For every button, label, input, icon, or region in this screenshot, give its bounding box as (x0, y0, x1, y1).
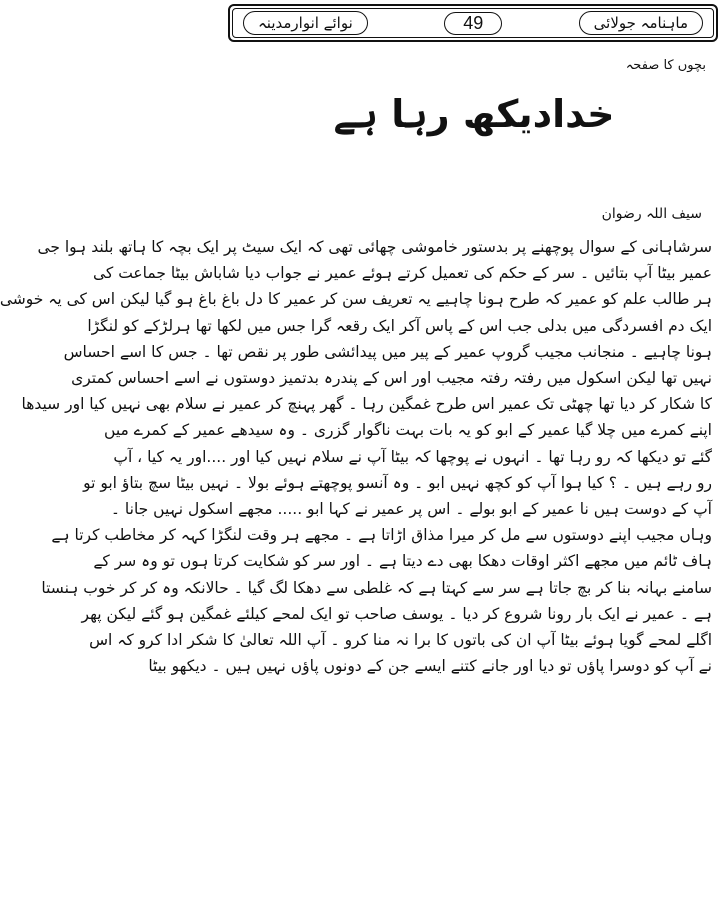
section-label: بچوں کا صفحہ (625, 58, 706, 73)
author-name: سیف اللہ رضوان (601, 206, 702, 222)
body-line: ہاف ٹائم میں مجھے اکثر اوقات دھکا بھی دے دیتا ہے ۔ اور سر کو شکایت کرتا ہوں تو وہ سر کے (93, 552, 712, 571)
body-line: ایک دم افسردگی میں بدلی جب اس کے پاس آکر ایک رقعہ گرا جس میں لکھا تھا ہرلڑکے کو لنگڑا (87, 316, 712, 335)
article-title: خدادیکھ رہا ہے (333, 92, 615, 136)
body-line: ہر طالب علم کو عمیر کہ طرح ہونا چاہیے یہ تعریف سن کر عمیر کا دل باغ باغ ہو گیا لیکن اس کی یہ خوشی (0, 290, 712, 309)
header-frame (232, 8, 714, 38)
body-line: سامنے بہانہ بنا کر بچ جاتا ہے سر سے کہتا ہے کہ غلطی سے دھکا لگ گیا ۔ حالانکہ وہ کر کر خوب ہنستا (41, 578, 712, 597)
body-line: کا شکار کر دیا تھا چھٹی تک عمیر اس طرح غمگین رہا ۔ گھر پہنچ کر عمیر نے سلام بھی نہیں کیا اور سیدھا (21, 395, 712, 414)
body-line: آپ کے دوست ہیں نا عمیر کے ابو بولے ۔ اس پر عمیر نے کہا ابو ..... مجھے اسکول نہیں جانا ۔ (110, 500, 712, 519)
body-line: گئے تو دیکھا کہ رو رہا تھا ۔ انہوں نے پوچھا کہ بیٹا آپ نے سلام نہیں کیا اور ....اور یہ کیا ، آپ (113, 447, 712, 466)
article-body (0, 234, 712, 679)
body-line: رو رہے ہیں ۔ ؟ کیا ہوا آپ کو کچھ نہیں ابو ۔ وہ آنسو پوچھتے ہوئے بولا ۔ نہیں بیٹا سچ بتاؤ ابو تو (83, 473, 712, 492)
body-line: نہیں تھا لیکن اسکول میں رفتہ رفتہ مجیب اور اس کے پندرہ بدتمیز دوستوں نے اسے احساس کمتری (71, 369, 712, 388)
body-line: ہے ۔ عمیر نے ایک بار رونا شروع کر دیا ۔ یوسف صاحب تو ایک لمحے کیلئے غمگین ہو گئے لیکن پھر (81, 604, 712, 623)
publication-name: نوائے انوارمدینہ (243, 11, 368, 35)
body-line: وہاں مجیب اپنے دوستوں سے مل کر میرا مذاق اڑاتا ہے ۔ مجھے ہر وقت لنگڑا کہہ کر مخاطب کرتا ہے (51, 526, 712, 545)
body-line: عمیر بیٹا آپ بتائیں ۔ سر کے حکم کی تعمیل کرتے ہوئے عمیر نے جواب دیا شاباش بیٹا جماعت کی (92, 264, 712, 283)
page-header (228, 4, 718, 42)
body-line: اگلے لمحے گویا ہوئے بیٹا آپ ان کی باتوں کا برا نہ منا کرو ۔ آپ اللہ تعالیٰ کا شکر ادا کرو کہ اس (89, 631, 712, 650)
body-line: اپنے کمرے میں چلا گیا عمیر کے ابو کو یہ بات بہت ناگوار گزری ۔ وہ سیدھے عمیر کے کمرے میں (104, 421, 712, 440)
magazine-month-label: ماہنامہ جولائی (579, 11, 703, 35)
body-line: سرشاہانی کے سوال پوچھنے پر بدستور خاموشی چھائی تھی کہ ایک سیٹ پر ایک بچہ کا ہاتھ بلند ہوا جی (37, 238, 712, 256)
body-line: ہونا چاہیے ۔ منجانب مجیب گروپ عمیر کے پیر میں پیدائشی طور پر نقص تھا ۔ جس کا اسے احساس (63, 342, 712, 361)
page-number: 49 (444, 12, 502, 35)
body-line: نے آپ کو دوسرا پاؤں تو دیا اور جانے کتنے ایسے جن کے دونوں پاؤں نہیں ہیں ۔ دیکھو بیٹا (148, 657, 712, 676)
